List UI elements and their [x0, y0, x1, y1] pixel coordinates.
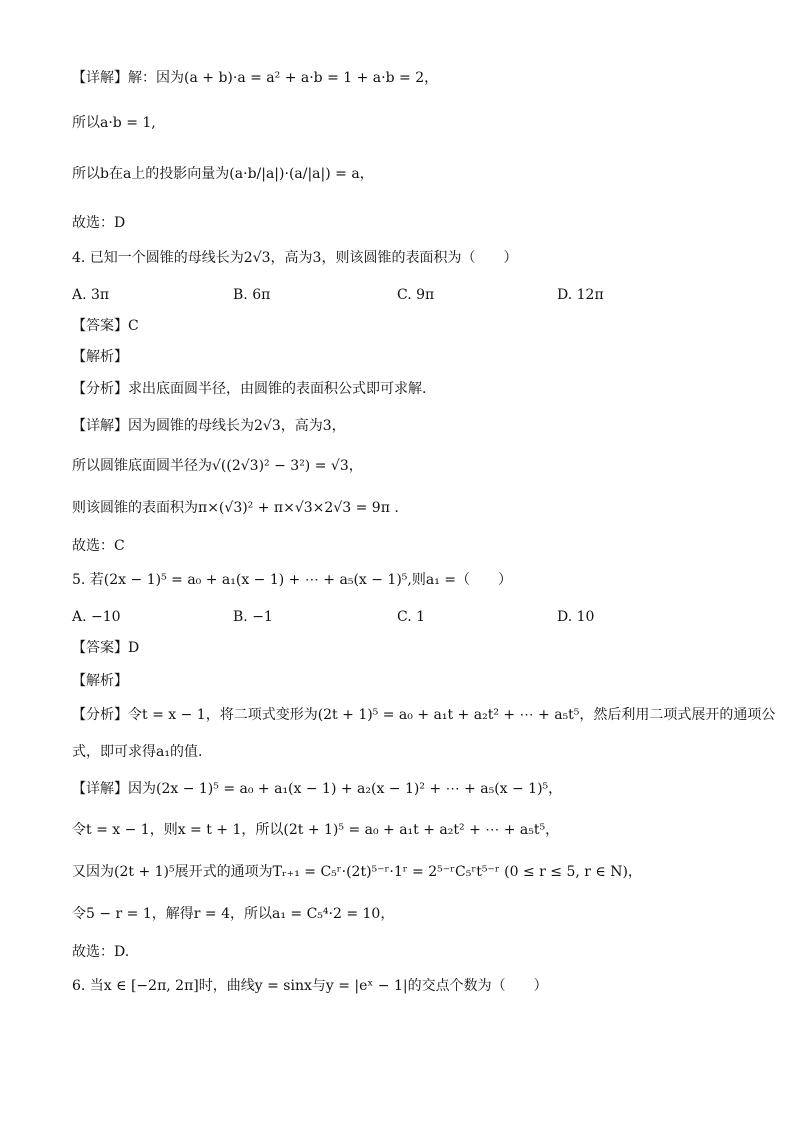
text-line: 故选：C — [72, 538, 125, 554]
text-line: 令5 − r = 1，解得r = 4，所以a₁ = C₅⁴·2 = 10， — [72, 906, 395, 922]
option-b: B. −1 — [233, 609, 273, 625]
text-line: 故选：D. — [72, 944, 130, 960]
text-line: 【详解】因为(2x − 1)⁵ = a₀ + a₁(x − 1) + a₂(x − 1)² + ⋯ + a₅(x − 1)⁵， — [72, 781, 563, 797]
text-line: 故选：D — [72, 215, 126, 231]
option-d: D. 12π — [557, 287, 604, 303]
text-line: 所以b在a上的投影向量为(a·b/|a|)·(a/|a|) = a， — [72, 166, 374, 182]
text-line: 式，即可求得a₁的值. — [72, 744, 203, 760]
text-line: 则该圆锥的表面积为π×(√3)² + π×√3×2√3 = 9π . — [72, 500, 399, 516]
option-b: B. 6π — [233, 287, 271, 303]
option-c: C. 1 — [397, 609, 426, 625]
text-line: 令t = x − 1，则x = t + 1，所以(2t + 1)⁵ = a₀ + a₁t + a₂t² + ⋯ + a₅t⁵， — [72, 822, 560, 838]
option-d: D. 10 — [557, 609, 595, 625]
text-line: 【分析】求出底面圆半径，由圆锥的表面积公式即可求解. — [72, 381, 427, 397]
question-5: 5. 若(2x − 1)⁵ = a₀ + a₁(x − 1) + ⋯ + a₅(x − 1)⁵,则a₁ =（ ） — [72, 572, 513, 588]
analysis-label: 【解析】 — [72, 349, 128, 365]
analysis-label: 【解析】 — [72, 673, 128, 689]
question-6: 6. 当x ∈ [−2π, 2π]时，曲线y = sinx与y = |eˣ − 1|的交点个数为（ ） — [72, 978, 548, 994]
text-line: 【详解】解：因为(a + b)·a = a² + a·b = 1 + a·b = 2， — [72, 70, 439, 86]
answer-label: 【答案】C — [72, 318, 139, 334]
option-a: A. −10 — [72, 609, 121, 625]
text-line: 又因为(2t + 1)⁵展开式的通项为Tᵣ₊₁ = C₅ʳ·(2t)⁵⁻ʳ·1ʳ = 2⁵⁻ʳC₅ʳt⁵⁻ʳ (0 ≤ r ≤ 5, r ∈ N)， — [72, 864, 642, 880]
text-line: 【详解】因为圆锥的母线长为2√3，高为3， — [72, 418, 346, 434]
question-4: 4. 已知一个圆锥的母线长为2√3，高为3，则该圆锥的表面积为（ ） — [72, 250, 518, 266]
answer-label: 【答案】D — [72, 640, 140, 656]
text-line: 所以圆锥底面圆半径为√((2√3)² − 3²) = √3， — [72, 458, 363, 474]
text-line: 所以a·b = 1, — [72, 115, 156, 131]
option-c: C. 9π — [397, 287, 435, 303]
text-line: 【分析】令t = x − 1，将二项式变形为(2t + 1)⁵ = a₀ + a₁t + a₂t² + ⋯ + a₅t⁵，然后利用二项式展开的通项公 — [72, 707, 776, 723]
option-a: A. 3π — [72, 287, 110, 303]
